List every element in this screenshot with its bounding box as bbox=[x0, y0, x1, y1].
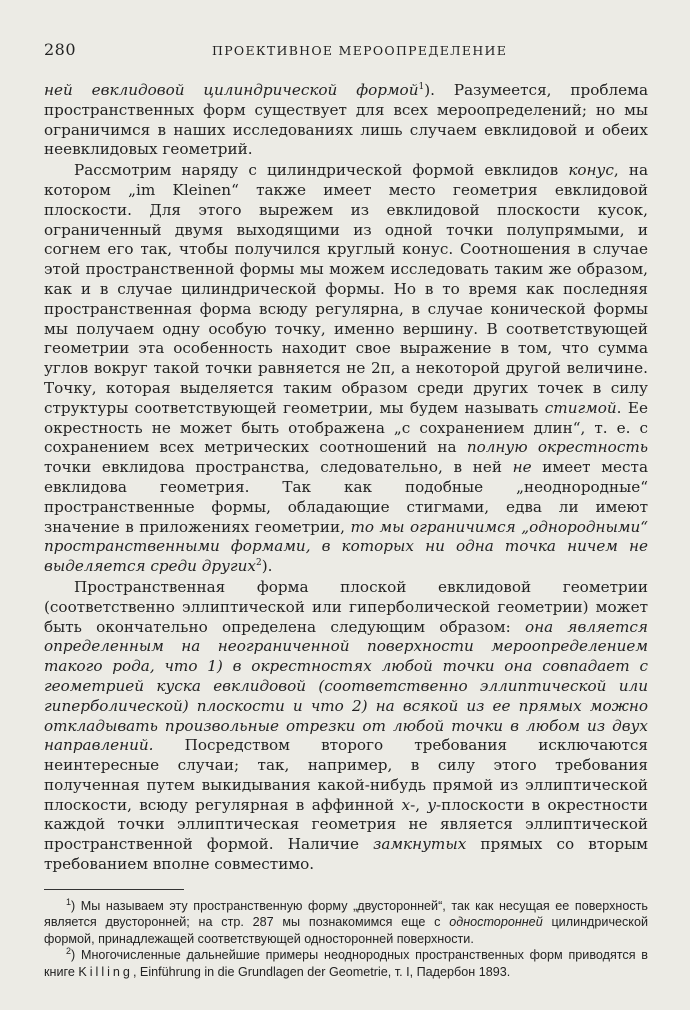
footnote-mark: 1 bbox=[66, 896, 72, 907]
text-span: Пространственная форма плоской евклидовой геометрии (соответственно эллиптической или гиперболической геометрии) может быть окончательно определена следующим образом: bbox=[44, 577, 648, 636]
text-span: -, bbox=[410, 795, 428, 814]
footnote-2 bbox=[44, 947, 648, 980]
text-span: , Einführung in die Grundlagen der Geometrie, т. I, Падербон 1893. bbox=[132, 964, 511, 979]
text-span: ) Многочисленные дальнейшие примеры неоднородных пространственных форм приводятся в книге bbox=[44, 948, 648, 979]
emphasis: полную окрестность bbox=[466, 438, 648, 457]
main-text bbox=[44, 81, 648, 875]
footnote-mark: 2 bbox=[66, 946, 72, 957]
page-number: 280 bbox=[44, 40, 77, 59]
footnotes bbox=[44, 898, 648, 981]
paragraph-2 bbox=[44, 161, 648, 577]
text-span: Посредством второго требования исключаются неинтересные случаи; так, например, в силу этого требования полученная путем выкидывания какой-нибудь прямой из эллиптической плоскости, всюду регулярная в аффинной bbox=[44, 736, 648, 814]
paragraph-3 bbox=[44, 578, 648, 875]
text-span: цилиндрической формой, принадлежащей соответствующей односторонней поверхности. bbox=[44, 915, 648, 946]
text-span: ). Разумеется, проблема пространственных форм существует для всех мероопределений; но мы ограничимся в наших исследованиях лишь случаем евклидовой и обеих неевклидовых геометрий. bbox=[44, 81, 648, 159]
text-span: Рассмотрим наряду с цилиндрической формой евклидов bbox=[74, 161, 569, 180]
text-span: ) Мы называем эту пространственную форму „двусторонней“, так как несущая ее поверхность является двусторонней; на стр. 287 мы познакомимся еще с bbox=[44, 898, 648, 930]
text-span: ). bbox=[261, 557, 273, 576]
footnote-ref-1[interactable]: 1 bbox=[418, 81, 425, 92]
text-span: имеет места евклидова геометрия. Так как подобные „неоднородные“ пространственные формы, обладающие стигмами, едва ли имеют значение в приложениях геометрии, bbox=[44, 458, 648, 536]
emphasis: она является определенным на неограниченной поверхности мероопределением такого рода, что 1) в окрестностях любой точки она совпадает с геометрией куска евклидовой (соответственно эллиптической или гиперболической) плоскости и что 2) на всякой из ее прямых можно откладывать произвольные отрезки от любой точки в любом из двух направлений. bbox=[44, 617, 648, 755]
emphasis: конус bbox=[568, 161, 614, 180]
emphasis: не bbox=[512, 458, 532, 477]
emphasis: то мы ограничимся „однородными“ пространственными формами, в которых ни одна точка ничем не выделяется среди других bbox=[44, 517, 648, 576]
text-span: точки евклидова пространства, следовательно, в ней bbox=[44, 458, 513, 477]
emphasis: замкнутых bbox=[373, 835, 467, 854]
running-title: ПРОЕКТИВНОЕ МЕРООПРЕДЕЛЕНИЕ bbox=[212, 43, 508, 58]
text-span: , на котором „im Kleinen“ также имеет место геометрия евклидовой плоскости. Для этого вырежем из евклидовой плоскости кусок, ограниченный двумя выходящими из одной точки полупрямыми, и согнем его так, чтобы получился круглый конус. Соотношения в случае этой пространственной формы мы можем исследовать таким же образом, как и в случае цилиндрической формы. Но в то время как последняя пространственная форма всюду регулярна, в случае конической формы мы получаем одну особую точку, именно вершину. В соответствующей геометрии эта особенность находит свое выражение в том, что сумма углов вокруг такой точки равняется не 2π, а некоторой другой величине. Точку, которая выделяется таким образом среди других точек в силу структуры соответствующей геометрии, мы будем называть bbox=[44, 161, 648, 417]
math-variable: y bbox=[427, 795, 436, 814]
emphasis: ней евклидовой цилиндрической формой bbox=[44, 81, 419, 99]
running-header bbox=[44, 40, 648, 59]
text-span: прямых со вторым требованием вполне совместимо. bbox=[44, 835, 648, 874]
footnote-ref-2[interactable]: 2 bbox=[255, 558, 262, 569]
footnote-1 bbox=[44, 898, 648, 948]
math-variable: x bbox=[401, 795, 411, 814]
paragraph-1 bbox=[44, 81, 648, 160]
text-span: -плоскости в окрестности каждой точки эллиптическая геометрия не является эллиптической пространственной формой. Наличие bbox=[44, 795, 648, 854]
emphasis: стигмой bbox=[544, 398, 617, 417]
author-name: Killing bbox=[78, 964, 133, 979]
emphasis: односторонней bbox=[449, 915, 543, 930]
text-span: . Ее окрестность не может быть отображена „с сохранением длин“, т. е. с сохранением всех метрических соотношений на bbox=[44, 398, 648, 457]
footnote-divider bbox=[44, 889, 184, 890]
